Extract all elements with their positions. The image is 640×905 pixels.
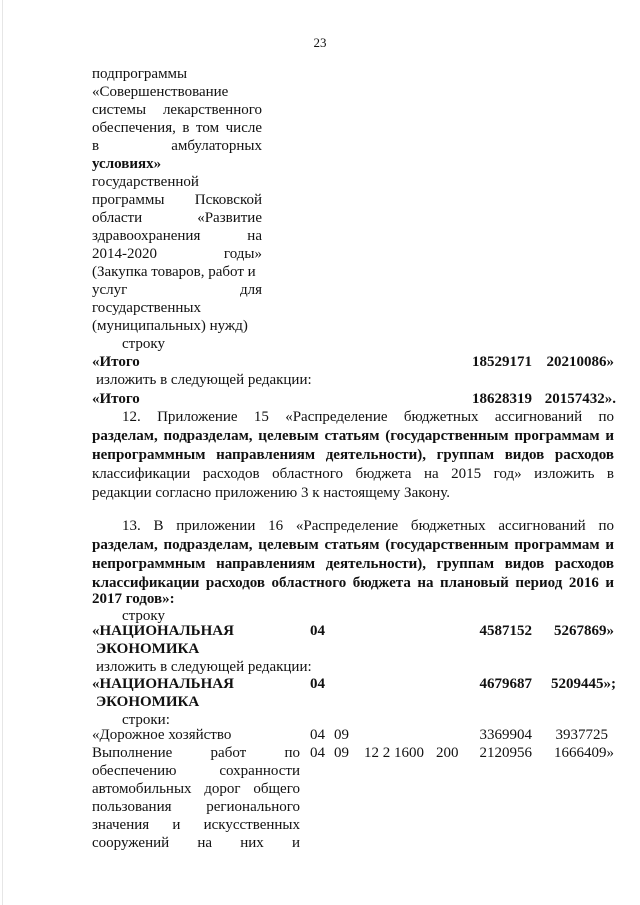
stroku-label: строку: [122, 336, 165, 352]
para13-line: разделам, подразделам, целевым статьям (государственным программам и: [92, 537, 614, 553]
desc-line: (Закупка товаров, работ и: [92, 264, 256, 280]
old-section-value-2: 5267869»: [554, 623, 614, 639]
itogo-new-value-1: 18628319: [472, 391, 532, 407]
old-section-rz: 04: [310, 623, 325, 639]
stroku-label-2: строку: [122, 608, 165, 624]
para12-line: непрограммным направлениям деятельности), группам видов расходов: [92, 447, 614, 463]
desc-line: государственных: [92, 300, 201, 316]
para12-line: разделам, подразделам, целевым статьям (государственным программам и: [92, 428, 614, 444]
old-section-label: «НАЦИОНАЛЬНАЯ: [92, 623, 234, 639]
old-section-label: ЭКОНОМИКА: [96, 641, 200, 657]
itogo-old-value-2: 20210086»: [546, 354, 614, 370]
stroki-label: строки:: [122, 712, 170, 728]
row-label-line: пользования регионального: [92, 799, 300, 815]
desc-line: условиях»: [92, 156, 162, 172]
desc-line: 2014-2020 годы»: [92, 246, 262, 262]
row-value-1: 2120956: [479, 745, 532, 761]
para13-line: непрограммным направлениям деятельности), группам видов расходов: [92, 556, 614, 572]
row-label-line: значения и искусственных: [92, 817, 300, 833]
row-csr: 12 2 1600: [364, 745, 424, 761]
desc-line: «Совершенствование: [92, 84, 229, 100]
para13-line: 2017 годов»:: [92, 591, 175, 607]
para13-line: классификации расходов областного бюджета на плановый период 2016 и: [92, 575, 614, 591]
row-rz: 04: [310, 745, 325, 761]
row-pr: 09: [334, 727, 349, 743]
page-number: 23: [313, 35, 327, 50]
row-pr: 09: [334, 745, 349, 761]
itogo-old-label: «Итого: [92, 354, 140, 370]
scan-edge: [2, 0, 3, 905]
new-section-label: «НАЦИОНАЛЬНАЯ: [92, 676, 234, 692]
desc-line: подпрограммы: [92, 66, 188, 82]
row-label-line: автомобильных дорог общего: [92, 781, 300, 797]
desc-line: (муниципальных) нужд): [92, 318, 248, 334]
new-section-value-2: 5209445»;: [551, 676, 616, 692]
para13-line: 13. В приложении 16 «Распределение бюджетных ассигнований по: [122, 518, 614, 534]
row-value-2: 3937725: [555, 727, 608, 743]
row-label-line: Выполнение работ по: [92, 745, 300, 761]
row-label-line: обеспечению сохранности: [92, 763, 300, 779]
para12-line: редакции согласно приложению 3 к настоящему Закону.: [92, 485, 451, 501]
itogo-new-label: «Итого: [92, 391, 140, 407]
new-section-label: ЭКОНОМИКА: [96, 694, 200, 710]
new-section-rz: 04: [310, 676, 325, 692]
new-section-value-1: 4679687: [479, 676, 532, 692]
para12-line: классификации расходов областного бюджета на 2015 год» изложить в: [92, 466, 614, 482]
old-section-value-1: 4587152: [479, 623, 532, 639]
row-vr: 200: [436, 745, 459, 761]
itogo-new-value-2: 20157432».: [544, 391, 616, 407]
desc-line: в амбулаторных: [92, 138, 262, 154]
desc-line: обеспечения, в том числе: [92, 120, 262, 136]
desc-line: программы Псковской: [92, 192, 262, 208]
desc-line: услуг для: [92, 282, 262, 298]
desc-line: государственной: [92, 174, 199, 190]
desc-line: системы лекарственного: [92, 102, 262, 118]
row-label: «Дорожное хозяйство: [92, 727, 232, 743]
desc-line: области «Развитие: [92, 210, 262, 226]
row-label-line: сооружений на них и: [92, 835, 300, 851]
edit-instruction-2: изложить в следующей редакции:: [96, 659, 312, 675]
row-value-2: 1666409»: [554, 745, 614, 761]
desc-line: здравоохранения на: [92, 228, 262, 244]
row-rz: 04: [310, 727, 325, 743]
row-value-1: 3369904: [479, 727, 532, 743]
para12-line: 12. Приложение 15 «Распределение бюджетных ассигнований по: [122, 409, 614, 425]
itogo-old-value-1: 18529171: [472, 354, 532, 370]
edit-instruction: изложить в следующей редакции:: [96, 372, 312, 388]
